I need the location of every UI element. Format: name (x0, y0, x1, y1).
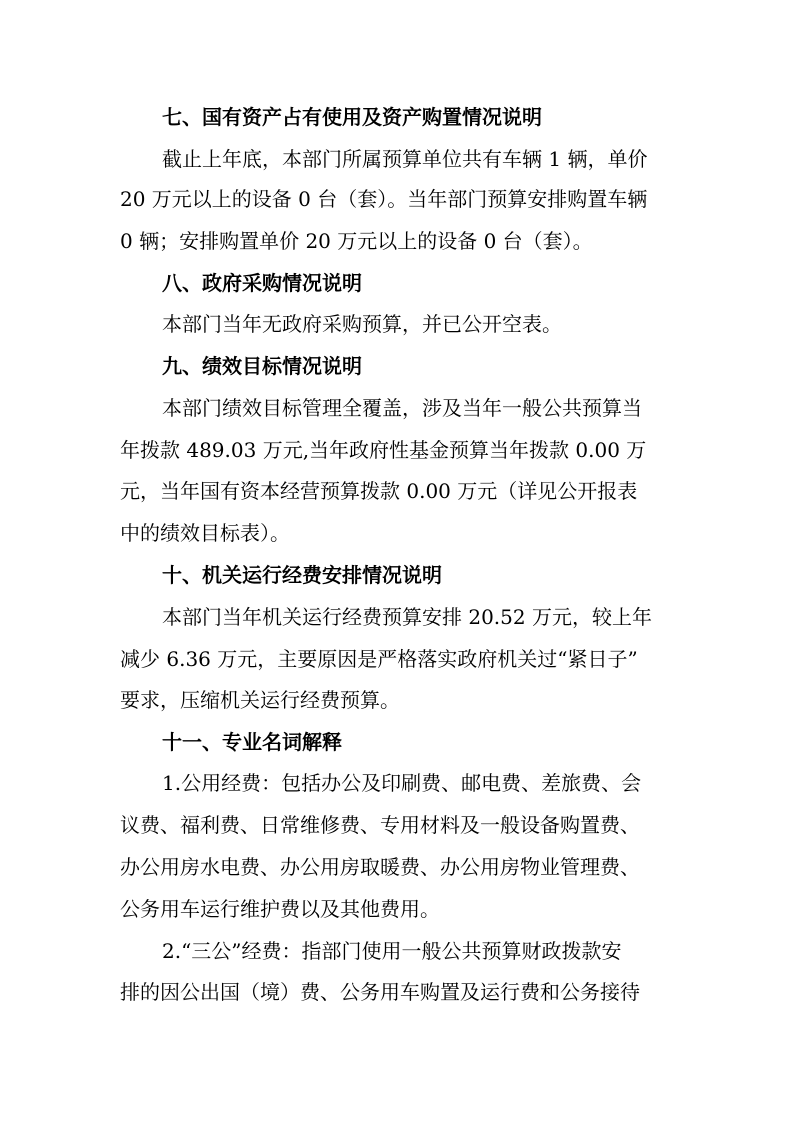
paragraph-line: 中的绩效目标表）。 (120, 521, 290, 545)
section-heading-glossary: 十一、专业名词解释 (162, 730, 342, 754)
section-heading-procurement: 八、政府采购情况说明 (162, 271, 362, 295)
paragraph-line: 本部门当年机关运行经费预算安排 20.52 万元，较上年 (162, 605, 652, 629)
paragraph-line: 0 辆；安排购置单价 20 万元以上的设备 0 台（套）。 (120, 229, 593, 253)
paragraph-line: 元，当年国有资本经营预算拨款 0.00 万元（详见公开报表 (120, 479, 638, 503)
paragraph-line: 截止上年底，本部门所属预算单位共有车辆 1 辆，单价 (162, 147, 648, 171)
paragraph-line: 本部门绩效目标管理全覆盖，涉及当年一般公共预算当 (162, 396, 642, 420)
section-heading-performance: 九、绩效目标情况说明 (162, 354, 362, 378)
glossary-item-line: 2.“三公”经费：指部门使用一般公共预算财政拨款安 (162, 939, 622, 963)
paragraph-line: 20 万元以上的设备 0 台（套）。当年部门预算安排购置车辆 (120, 187, 648, 211)
glossary-item-line: 办公用房水电费、办公用房取暖费、办公用房物业管理费、 (120, 855, 640, 879)
glossary-item-line: 排的因公出国（境）费、公务用车购置及运行费和公务接待 (120, 980, 640, 1004)
section-heading-assets: 七、国有资产占有使用及资产购置情况说明 (162, 105, 542, 129)
glossary-item-line: 公务用车运行维护费以及其他费用。 (120, 897, 440, 921)
glossary-item-line: 1.公用经费：包括办公及印刷费、邮电费、差旅费、会 (162, 771, 642, 795)
paragraph-line: 本部门当年无政府采购预算，并已公开空表。 (162, 312, 562, 336)
section-heading-operating-funds: 十、机关运行经费安排情况说明 (162, 563, 442, 587)
paragraph-line: 要求，压缩机关运行经费预算。 (120, 688, 400, 712)
glossary-item-line: 议费、福利费、日常维修费、专用材料及一般设备购置费、 (120, 813, 640, 837)
paragraph-line: 减少 6.36 万元，主要原因是严格落实政府机关过“紧日子” (120, 647, 638, 671)
paragraph-line: 年拨款 489.03 万元,当年政府性基金预算当年拨款 0.00 万 (120, 438, 647, 462)
